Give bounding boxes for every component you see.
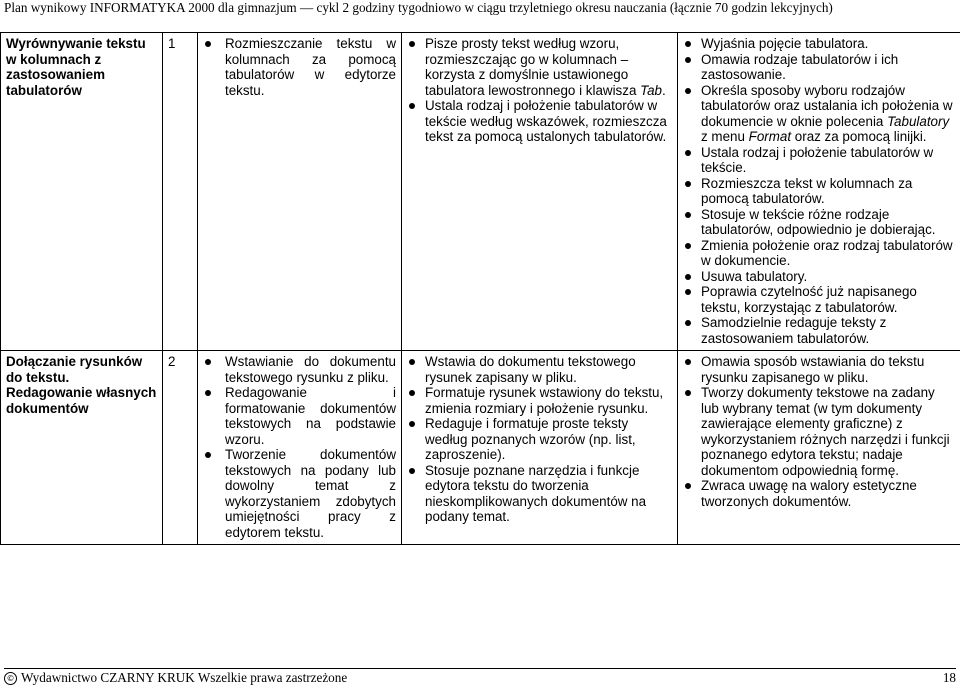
bullet-icon <box>685 212 691 218</box>
bullet-icon <box>685 289 691 295</box>
page-header <box>4 0 956 18</box>
list-item: Samodzielnie redaguje teksty z zastosowaniem tabulatorów. <box>683 315 955 346</box>
list-item: Pisze prosty tekst według wzoru, rozmieszczając go w kolumnach – korzysta z domyślnie ustawionego tabulatora lewostronnego i klawisza Tab. <box>407 36 672 98</box>
hours-text: 1 <box>168 36 176 51</box>
copyright-icon: © <box>4 672 17 685</box>
basic-requirements-cell <box>402 351 678 545</box>
list-item: Zmienia położenie oraz rodzaj tabulatorów w dokumencie. <box>683 238 955 269</box>
list-item: Stosuje w tekście różne rodzaje tabulatorów, odpowiednio je dobierając. <box>683 207 955 238</box>
bullet-icon <box>685 88 691 94</box>
bullet-icon <box>685 41 691 47</box>
bullet-icon <box>205 359 211 365</box>
bullet-icon <box>685 150 691 156</box>
header-title: Plan wynikowy INFORMATYKA 2000 dla gimnazjum — cykl 2 godziny tygodniowo w ciągu trzyletniego okresu nauczania (łącznie 70 godzin lekcyjnych) <box>4 0 833 15</box>
page-footer <box>4 668 956 687</box>
bullet-icon <box>205 390 211 396</box>
hours-text: 2 <box>168 354 176 369</box>
bullet-icon <box>409 468 415 474</box>
content-cell <box>198 33 402 351</box>
list-item: Wstawianie do dokumentu tekstowego rysunku z pliku. <box>203 354 396 385</box>
hours-cell <box>163 33 198 351</box>
bullet-icon <box>409 421 415 427</box>
list-item: Omawia sposób wstawiania do tekstu rysunku zapisanego w pliku. <box>683 354 955 385</box>
extended-requirements-cell <box>678 33 960 351</box>
bullet-icon <box>409 390 415 396</box>
list-item: Rozmieszcza tekst w kolumnach za pomocą tabulatorów. <box>683 176 955 207</box>
list-item: Tworzenie dokumentów tekstowych na podany lub dowolny temat z wykorzystaniem zdobytych umiejętności pracy z edytorem tekstu. <box>203 447 396 540</box>
list-item: Poprawia czytelność już napisanego tekstu, korzystając z tabulatorów. <box>683 284 955 315</box>
list-item: Tworzy dokumenty tekstowe na zadany lub wybrany temat (w tym dokumenty zawierające elementy graficzne) z wykorzystaniem różnych narzędzi i funkcji poznanego edytora tekstu; nadaje dokumentom odpowiednią formę. <box>683 385 955 478</box>
list-item: Określa sposoby wyboru rodzajów tabulatorów oraz ustalania ich położenia w dokumencie w oknie polecenia Tabulatory z menu Format oraz za pomocą linijki. <box>683 83 955 145</box>
list-item: Ustala rodzaj i położenie tabulatorów w tekście. <box>683 145 955 176</box>
topic-text: Dołączanie rysunków do tekstu. Redagowanie własnych dokumentów <box>6 354 157 416</box>
list-item: Stosuje poznane narzędzia i funkcje edytora tekstu do tworzenia nieskomplikowanych dokumentów na podany temat. <box>407 463 672 525</box>
bullet-icon <box>409 359 415 365</box>
list-item: Redaguje i formatuje proste teksty według poznanych wzorów (np. list, zaproszenie). <box>407 416 672 463</box>
list-item: Omawia rodzaje tabulatorów i ich zastosowanie. <box>683 52 955 83</box>
bullet-icon <box>685 57 691 63</box>
list-item: Usuwa tabulatory. <box>683 269 955 285</box>
basic-requirements-cell <box>402 33 678 351</box>
hours-cell <box>163 351 198 545</box>
list-item: Ustala rodzaj i położenie tabulatorów w tekście według wskazówek, rozmieszcza tekst za pomocą ustalonych tabulatorów. <box>407 98 672 145</box>
list-item: Wyjaśnia pojęcie tabulatora. <box>683 36 955 52</box>
topic-cell <box>1 351 163 545</box>
bullet-icon <box>205 41 211 47</box>
topic-cell <box>1 33 163 351</box>
content-cell <box>198 351 402 545</box>
bullet-icon <box>205 452 211 458</box>
list-item: Rozmieszczanie tekstu w kolumnach za pomocą tabulatorów w edytorze tekstu. <box>203 36 396 98</box>
bullet-icon <box>685 483 691 489</box>
publisher-note: Wydawnictwo CZARNY KRUK Wszelkie prawa zastrzeżone <box>21 670 348 685</box>
bullet-icon <box>685 320 691 326</box>
page-number: 18 <box>942 670 956 685</box>
extended-requirements-cell <box>678 351 960 545</box>
bullet-icon <box>685 274 691 280</box>
table-row <box>1 351 960 545</box>
bullet-icon <box>685 181 691 187</box>
topic-text: Wyrównywanie tekstu w kolumnach z zastosowaniem tabulatorów <box>6 36 146 98</box>
list-item: Redagowanie i formatowanie dokumentów tekstowych na podstawie wzoru. <box>203 385 396 447</box>
list-item: Formatuje rysunek wstawiony do tekstu, zmienia rozmiary i położenie rysunku. <box>407 385 672 416</box>
table-row <box>1 33 960 351</box>
bullet-icon <box>685 390 691 396</box>
list-item: Wstawia do dokumentu tekstowego rysunek zapisany w pliku. <box>407 354 672 385</box>
bullet-icon <box>685 359 691 365</box>
bullet-icon <box>685 243 691 249</box>
bullet-icon <box>409 41 415 47</box>
list-item: Zwraca uwagę na walory estetyczne tworzonych dokumentów. <box>683 478 955 509</box>
bullet-icon <box>409 103 415 109</box>
plan-table <box>0 32 960 545</box>
